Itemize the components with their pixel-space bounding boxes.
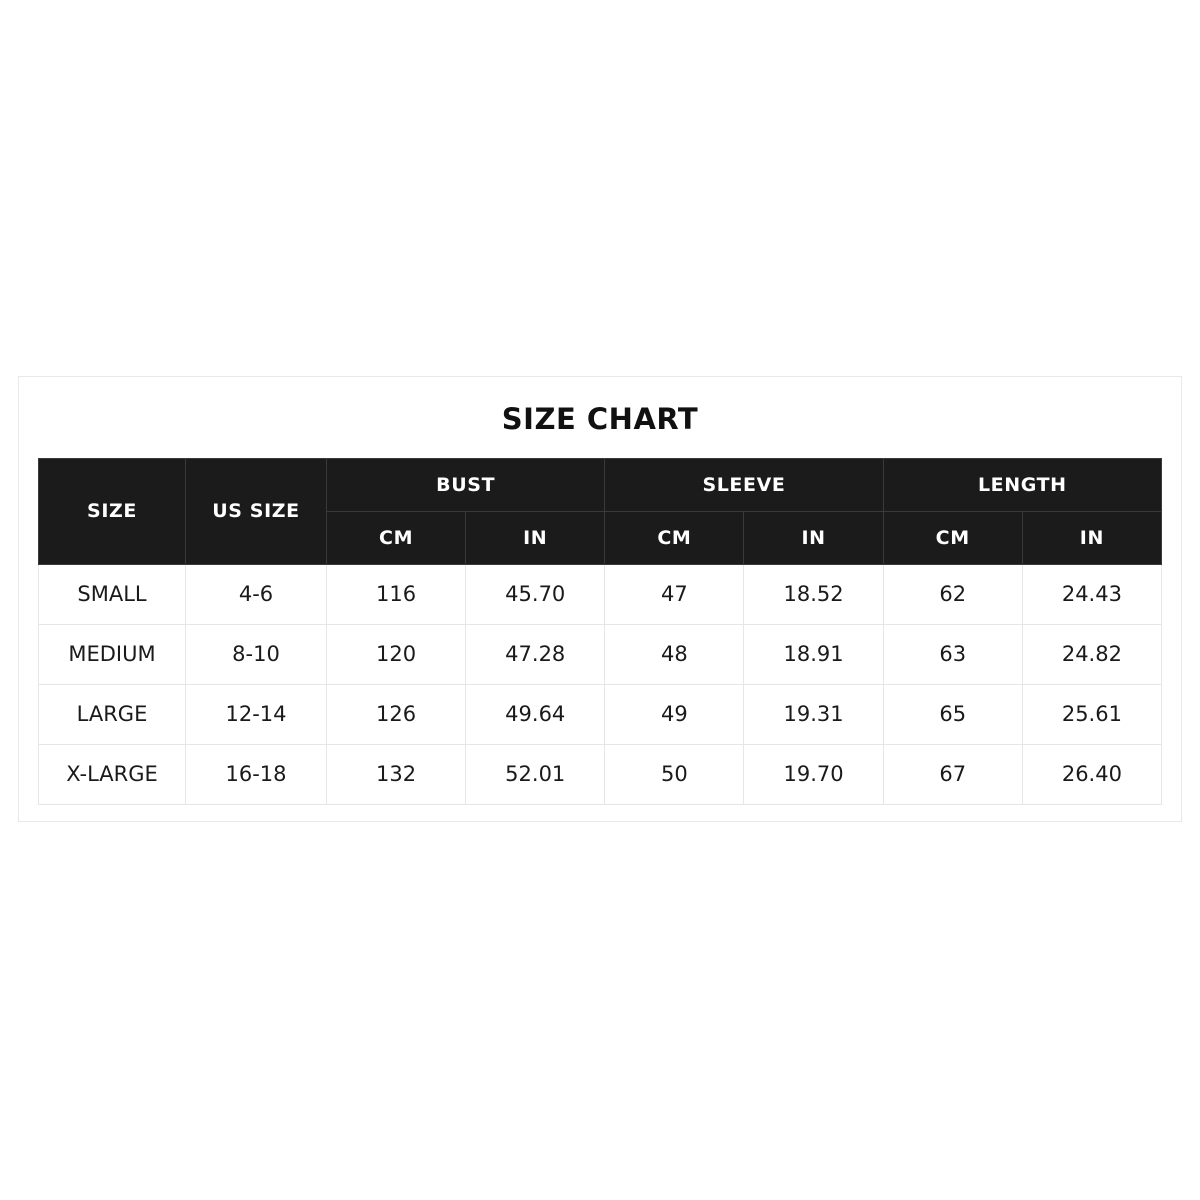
size-chart-card (18, 376, 1182, 822)
cell-bust-cm: 120 (327, 624, 466, 684)
unit-header-length-cm: CM (883, 511, 1022, 564)
cell-size: LARGE (39, 684, 186, 744)
size-chart-table (38, 458, 1162, 805)
cell-length-cm: 65 (883, 684, 1022, 744)
cell-us-size: 16-18 (186, 744, 327, 804)
cell-size: SMALL (39, 564, 186, 624)
cell-us-size: 8-10 (186, 624, 327, 684)
column-header-us-size: US SIZE (186, 458, 327, 564)
page-title: SIZE CHART (501, 402, 699, 436)
cell-bust-in: 49.64 (466, 684, 605, 744)
table-row (39, 564, 1162, 624)
cell-sleeve-cm: 50 (605, 744, 744, 804)
table-header-group-row (39, 458, 1162, 511)
cell-sleeve-cm: 48 (605, 624, 744, 684)
cell-bust-cm: 126 (327, 684, 466, 744)
cell-sleeve-cm: 49 (605, 684, 744, 744)
cell-size: X-LARGE (39, 744, 186, 804)
cell-length-in: 25.61 (1022, 684, 1161, 744)
column-header-size: SIZE (39, 458, 186, 564)
cell-length-in: 26.40 (1022, 744, 1161, 804)
cell-us-size: 12-14 (186, 684, 327, 744)
cell-length-cm: 67 (883, 744, 1022, 804)
column-header-sleeve: SLEEVE (605, 458, 883, 511)
cell-sleeve-in: 19.70 (744, 744, 883, 804)
cell-size: MEDIUM (39, 624, 186, 684)
cell-us-size: 4-6 (186, 564, 327, 624)
table-head (39, 458, 1162, 564)
cell-length-in: 24.43 (1022, 564, 1161, 624)
cell-bust-in: 47.28 (466, 624, 605, 684)
unit-header-bust-in: IN (466, 511, 605, 564)
column-header-bust: BUST (327, 458, 605, 511)
cell-sleeve-in: 18.91 (744, 624, 883, 684)
table-row (39, 684, 1162, 744)
cell-length-cm: 62 (883, 564, 1022, 624)
unit-header-length-in: IN (1022, 511, 1161, 564)
cell-length-in: 24.82 (1022, 624, 1161, 684)
cell-bust-in: 52.01 (466, 744, 605, 804)
cell-length-cm: 63 (883, 624, 1022, 684)
table-row (39, 744, 1162, 804)
cell-bust-cm: 116 (327, 564, 466, 624)
cell-sleeve-cm: 47 (605, 564, 744, 624)
table-row (39, 624, 1162, 684)
unit-header-sleeve-in: IN (744, 511, 883, 564)
cell-bust-in: 45.70 (466, 564, 605, 624)
cell-sleeve-in: 18.52 (744, 564, 883, 624)
unit-header-bust-cm: CM (327, 511, 466, 564)
cell-sleeve-in: 19.31 (744, 684, 883, 744)
column-header-length: LENGTH (883, 458, 1161, 511)
cell-bust-cm: 132 (327, 744, 466, 804)
unit-header-sleeve-cm: CM (605, 511, 744, 564)
table-body (39, 564, 1162, 804)
